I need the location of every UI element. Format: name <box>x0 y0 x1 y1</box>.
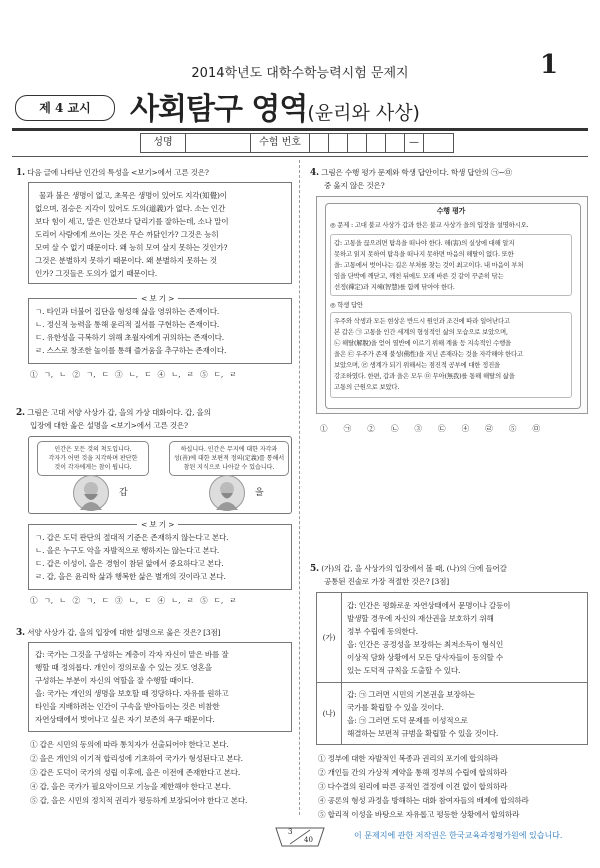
q5-option-1[interactable]: ① 정부에 대한 자발적인 복종과 권리의 포기에 합의하라 <box>318 754 498 763</box>
quote-line: 선정(禪定)과 지혜(智慧)를 함께 닦아야 한다. <box>334 283 455 291</box>
assessment-title: 수행 평가 <box>436 207 466 215</box>
answer-line: ㉡ 해탈(解脫)을 얻어 열반에 이르기 위해 계율 등 지속적인 수행을 <box>334 339 512 347</box>
column-divider <box>299 160 300 815</box>
bogi-item: ㄹ. 스스로 창조한 놀이를 통해 즐거움을 추구하는 존재이다. <box>35 346 227 355</box>
passage-line: 자연상태에서 벗어나고 싶은 자기 보존의 욕구 때문이다. <box>35 715 215 724</box>
question-4-stem <box>310 166 512 180</box>
passage-line: 보다 힘이 세고, 말은 인간보다 달리기를 잘하는데, 소나 말이 <box>35 217 229 226</box>
q4-choices[interactable]: ① ㉠ ② ㉡ ③ ㉢ ④ ㉣ ⑤ ㉤ <box>320 424 540 433</box>
question-1-stem <box>16 166 209 180</box>
na-line: 을: ㉠ 그러면 도덕 문제를 이성적으로 <box>347 715 468 725</box>
passage-line: 모여 살 수 없기 때문이다. 왜 능히 모여 살지 못하는 것인가? <box>35 243 228 252</box>
bubble-line: 것이 각자에게는 참이 됩니다. <box>54 464 132 471</box>
exam-number-label: 수험 번호 <box>251 134 310 152</box>
q5-option-3[interactable]: ③ 다수결의 원리에 따른 공적인 결정에 이견 없이 합의하라 <box>318 782 508 791</box>
answer-line: 고통의 근원으로 보았다. <box>334 383 400 391</box>
exam-digit[interactable] <box>367 134 386 152</box>
bogi-item: ㄴ. 정신적 능력을 통해 윤리적 질서를 구현하는 존재이다. <box>35 320 220 329</box>
ga-line: 발생할 경우에 자신의 재산권을 보호하기 위해 <box>347 613 494 623</box>
name-exam-box <box>140 133 454 153</box>
page-number: 1 <box>540 50 559 80</box>
question-3-stem <box>16 626 220 640</box>
q2-dialogue-figure <box>28 436 292 514</box>
exam-digit[interactable] <box>310 134 329 152</box>
answer-line: 본 갑은 ㉠ 고통을 인간 세계의 형성적인 삶의 모습으로 보았으며, <box>334 328 508 336</box>
passage-line: 없으며, 짐승은 지각이 있어도 도의(道義)가 없다. 소는 인간 <box>35 204 226 213</box>
exam-digit[interactable] <box>386 134 405 152</box>
bubble-line: 참된 지식으로 나아갈 수 있습니다. <box>183 464 275 471</box>
subject-name: 사회탐구 영역 <box>130 92 308 127</box>
speech-bubble-b <box>169 441 289 476</box>
subject-title <box>130 84 420 128</box>
assessment-frame <box>325 203 581 409</box>
copyright-note: 이 문제지에 관한 저작권은 한국교육과정평가원에 있습니다. <box>354 831 563 840</box>
q5-ga-content <box>342 593 588 683</box>
q5-option-2[interactable]: ② 개인들 간의 가상적 계약을 통해 정부의 수립에 합의하라 <box>318 768 508 777</box>
exam-title: 2014학년도 대학수학능력시험 문제지 <box>191 66 409 81</box>
question-5-stem <box>310 562 507 576</box>
answer-line: 을은 ㉢ 우주가 존재 불성(佛性)을 지닌 존재라는 것을 자각해야 한다고 <box>334 350 523 358</box>
session-badge: 제 4 교시 <box>15 95 115 121</box>
ga-line: 이상적 담화 상황에서 모든 당사자들이 동의할 수 <box>347 652 503 662</box>
q5-table <box>316 592 588 745</box>
name-field[interactable] <box>186 134 251 152</box>
ga-line: 갑: 인간은 평화로운 자연상태에서 문명이나 갈등이 <box>347 600 511 610</box>
answer-line: 보았으며, ㉣ 생계가 되기 위해서는 점진적 공부에 대한 정진을 <box>334 361 501 369</box>
assessment-quote-box <box>330 234 572 296</box>
q3-option-4[interactable]: ④ 갑, 을은 국가가 필요악이므로 기능을 제한해야 한다고 본다. <box>30 782 231 791</box>
answer-line: 강조하였다. 한편, 갑과 을은 모두 ㉤ 무아(無我)를 통해 해탈의 삶을 <box>334 372 515 380</box>
passage-line: 구성하는 부분이 자신의 역할을 잘 수행할 때이다. <box>35 676 194 685</box>
subject-subtitle: (윤리와 사상) <box>307 102 420 124</box>
q5-option-4[interactable]: ④ 공론의 형성 과정을 방해하는 대화 참여자들의 배제에 합의하라 <box>318 796 529 805</box>
passage-line: 타인을 지배하려는 인간이 구속을 받아들이는 것은 비참한 <box>35 702 220 711</box>
passage-line: 갑: 국가는 그것을 구성하는 계층이 각자 자신이 맡은 바를 잘 <box>35 650 229 659</box>
q5-na-label: (나) <box>317 683 342 745</box>
q2-choices[interactable]: ① ㄱ, ㄴ ② ㄱ, ㄷ ③ ㄴ, ㄷ ④ ㄴ, ㄹ ⑤ ㄷ, ㄹ <box>30 596 237 605</box>
q4-assessment-sheet <box>316 196 588 414</box>
bubble-line: 하십니다. 인간은 무지에 대한 자각과 <box>180 446 278 453</box>
question-2-stem-cont: 입장에 대한 옳은 설명을 <보기>에서 고른 것은? <box>30 421 188 430</box>
question-text: (가)의 갑, 을 사상가의 입장에서 볼 때, (나)의 ㉠에 들어갈 <box>321 564 507 573</box>
exam-digit[interactable] <box>348 134 367 152</box>
bogi-item: ㄴ. 을은 누구도 악을 자발적으로 행하지는 않는다고 본다. <box>35 546 220 555</box>
q5-na-content <box>342 683 588 745</box>
page-total: 40 <box>304 836 313 844</box>
question-text: 그림은 수행 평가 문제와 학생 답안이다. 학생 답안의 ㉠~㉤ <box>321 168 512 177</box>
q5-ga-label: (가) <box>317 593 342 683</box>
question-number: 5. <box>310 564 319 574</box>
quote-line: 갑: 고통을 끊으려면 탐욕을 떠나야 한다. 해(害)의 실상에 대해 알지 <box>334 239 515 247</box>
passage-line: 물과 불은 생명이 없고, 초목은 생명이 있어도 지각(知覺)이 <box>39 191 227 200</box>
quote-line: 을: 고통에서 벗어나는 길은 부처를 찾는 것이 최고이다. 내 마음이 부처 <box>334 261 524 269</box>
philosopher-a-icon <box>73 475 109 511</box>
philosopher-b-icon <box>209 475 245 511</box>
passage-line: 행할 때 정의롭다. 개인이 정의로울 수 있는 것도 영혼을 <box>35 663 212 672</box>
ga-line: 있는 도덕적 규칙을 도출할 수 있다. <box>347 665 461 675</box>
speech-bubble-a <box>37 441 149 476</box>
q3-option-1[interactable]: ① 갑은 시민의 동의에 따라 통치자가 선출되어야 한다고 본다. <box>30 740 229 749</box>
exam-dash: — <box>405 134 424 152</box>
q1-bogi-box <box>28 294 292 364</box>
q3-passage-box <box>28 642 292 732</box>
q3-option-5[interactable]: ⑤ 갑, 을은 시민의 정치적 권리가 평등하게 보장되어야 한다고 본다. <box>30 796 248 805</box>
question-text: 서양 사상가 갑, 을의 입장에 대한 설명으로 옳은 것은? [3점] <box>27 628 221 637</box>
ga-line: 을: 인간은 공정성을 보장하는 최저소득이 형식인 <box>347 639 504 649</box>
student-answer-box <box>330 312 572 398</box>
question-number: 2. <box>16 408 25 418</box>
question-text: 다음 글에 나타난 인간의 특성을 <보기>에서 고른 것은? <box>27 168 209 177</box>
bogi-item: ㄱ. 갑은 도덕 판단의 절대적 기준은 존재하지 않는다고 본다. <box>35 533 229 542</box>
bubble-line: 각자가 어떤 것을 지각하며 판단한 <box>48 455 138 462</box>
bogi-item: ㄷ. 갑은 이성이, 을은 경험이 참된 앎에서 중요하다고 본다. <box>35 559 224 568</box>
question-text: 그림은 고대 서양 사상가 갑, 을의 가상 대화이다. 갑, 을의 <box>27 408 211 417</box>
bubble-line: 성(善)에 대한 보편적 정의(定義)를 통해서 <box>173 455 285 462</box>
bubble-line: 인간은 모든 것의 척도입니다. <box>54 446 132 453</box>
na-line: 갑: ㉠ 그러면 시민의 기본권을 보장하는 <box>347 689 475 699</box>
bogi-item: ㄹ. 갑, 을은 윤리학 삶과 행복한 삶은 별개의 것이라고 본다. <box>35 572 226 581</box>
bogi-item: ㄱ. 타인과 더불어 집단을 형성해 삶을 영위하는 존재이다. <box>35 307 220 316</box>
question-number: 1. <box>16 168 25 178</box>
question-2-stem <box>16 406 211 420</box>
q3-option-3[interactable]: ③ 갑은 도덕이 국가의 성립 이후에, 을은 이전에 존재한다고 본다. <box>30 768 241 777</box>
na-line: 해결하는 보편적 규범을 확립할 수 있을 것이다. <box>347 728 499 738</box>
name-label: 성명 <box>141 134 186 152</box>
quote-line: 임을 단박에 깨닫고, 깨친 뒤에도 모래 바른 것 같이 꾸준히 닦는 <box>334 272 504 280</box>
header-rule <box>12 128 588 131</box>
passage-line: 을: 국가는 개인의 생명을 보호할 때 정당하다. 자유를 원하고 <box>35 689 229 698</box>
q5-option-5[interactable]: ⑤ 합리적 이성을 바탕으로 자유롭고 평등한 상황에서 합의하라 <box>318 810 520 819</box>
exam-digit[interactable] <box>329 134 348 152</box>
page-current: 3 <box>288 828 293 836</box>
speaker-b-label: 을 <box>255 488 264 498</box>
exam-digit[interactable] <box>424 134 442 152</box>
speaker-a-label: 갑 <box>119 488 128 498</box>
quote-line: 못하고 읽지 못하여 탐욕을 떠나지 못하면 마음의 해탈이 없다. 또한 <box>334 250 514 258</box>
question-5-stem-cont: 공통된 진술로 가장 적절한 것은? [3점] <box>324 577 449 586</box>
na-line: 국가를 확립할 수 있을 것이다. <box>347 702 444 712</box>
answer-label: ◎ 학생 답안 <box>330 301 363 309</box>
bogi-item: ㄷ. 유한성을 극복하기 위해 초월자에게 귀의하는 존재이다. <box>35 333 224 342</box>
q1-passage-box <box>28 182 292 284</box>
q2-bogi-box <box>28 520 292 590</box>
passage-line: 인가? 그것들은 도의가 없기 때문이다. <box>35 269 157 278</box>
header-rule-thin <box>12 156 588 157</box>
answer-line: 우주와 삭생과 모든 현상은 반드시 원인과 조건에 따라 일어난다고 <box>334 317 510 325</box>
bogi-label: < 보 기 > <box>137 294 178 303</box>
question-number: 3. <box>16 628 25 638</box>
bogi-label: < 보 기 > <box>137 520 178 529</box>
ga-line: 정부 수립에 동의한다. <box>347 626 418 636</box>
q1-choices[interactable]: ① ㄱ, ㄴ ② ㄱ, ㄷ ③ ㄴ, ㄷ ④ ㄴ, ㄹ ⑤ ㄷ, ㄹ <box>30 370 237 379</box>
passage-line: 그것은 분별하지 못하기 때문이다. 왜 분별하지 못하는 것 <box>35 256 217 265</box>
assessment-problem: ◎ 문제 : 고대 불교 사상가 갑과 한은 불교 사상가 을의 입장을 설명하시오. <box>330 221 529 229</box>
q3-option-2[interactable]: ② 을은 개인의 이기적 합리성에 기초하여 국가가 형성된다고 본다. <box>30 754 243 763</box>
page-indicator <box>272 826 328 848</box>
question-4-stem-cont: 중 옳지 않은 것은? <box>324 181 385 190</box>
passage-line: 도리어 사람에게 쓰이는 것은 무슨 까닭인가? 그것은 능히 <box>35 230 219 239</box>
question-number: 4. <box>310 168 319 178</box>
